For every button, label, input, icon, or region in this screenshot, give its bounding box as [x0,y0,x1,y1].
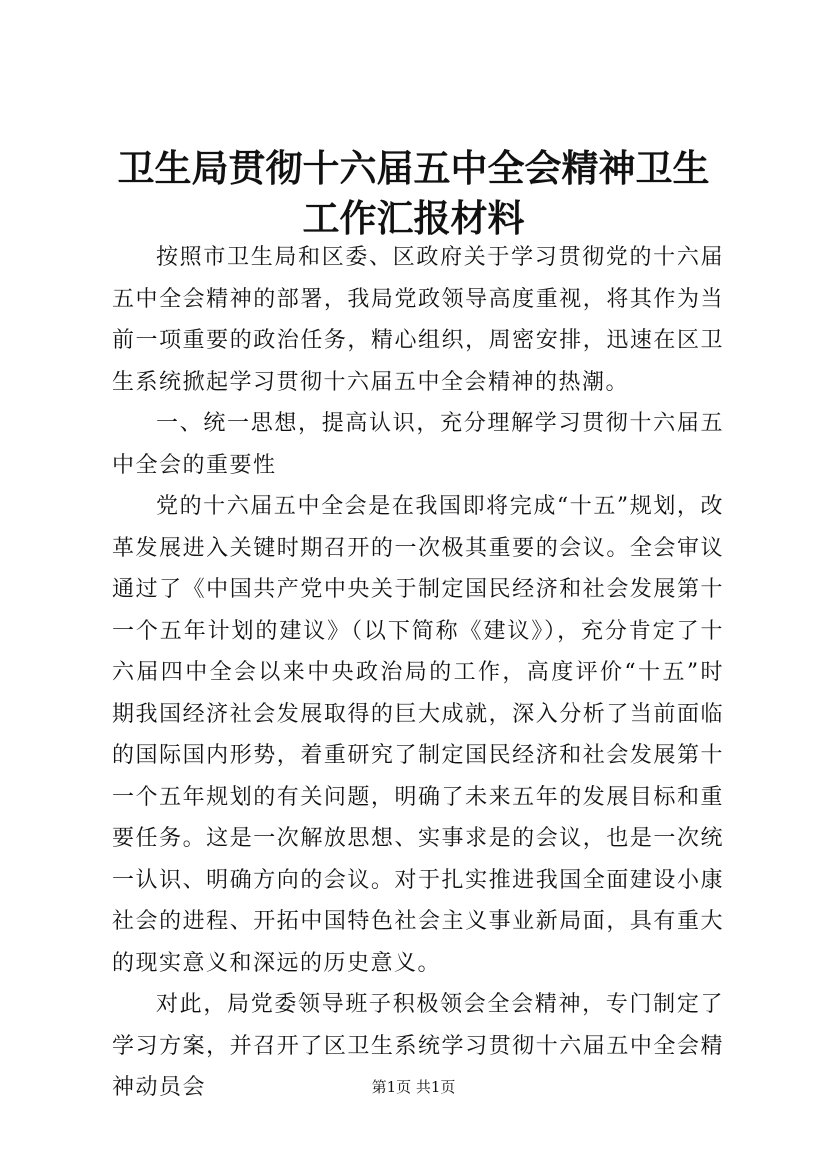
page-number-footer: 第1页 共1页 [371,1078,456,1096]
document-title: 卫生局贯彻十六届五中全会精神卫生工作汇报材料 [117,146,710,240]
paragraph-intro: 按照市卫生局和区委、区政府关于学习贯彻党的十六届五中全会精神的部署，我局党政领导高度重视，将其作为当前一项重要的政治任务，精心组织，周密安排，迅速在区卫生系统掀起学习贯彻十六届五中全会精神的热潮。 [112,245,724,395]
paragraph-plenum: 党的十六届五中全会是在我国即将完成“十五”规划，改革发展进入关键时期召开的一次极其重要的会议。全会审议通过了《中国共产党中央关于制定国民经济和社会发展第十一个五年计划的建议》（以下简称《建议》），充分肯定了十六届四中全会以来中央政治局的工作，高度评价“十五”时期我国经济社会发展取得的巨大成就，深入分析了当前面临的国际国内形势，着重研究了制定国民经济和社会发展第十一个五年规划的有关问题，明确了未来五年的发展目标和重要任务。这是一次解放思想、实事求是的会议，也是一次统一认识、明确方向的会议。对于扎实推进我国全面建设小康社会的进程、开拓中国特色社会主义事业新局面，具有重大的现实意义和深远的历史意义。 [112,494,724,976]
section-heading: 一、统一思想，提高认识，充分理解学习贯彻十六届五中全会的重要性 [112,411,724,478]
paragraph-response: 对此，局党委领导班子积极领会全会精神，专门制定了学习方案，并召开了区卫生系统学习贯彻十六届五中全会精神动员会 [112,992,724,1100]
document-body [112,237,724,1109]
